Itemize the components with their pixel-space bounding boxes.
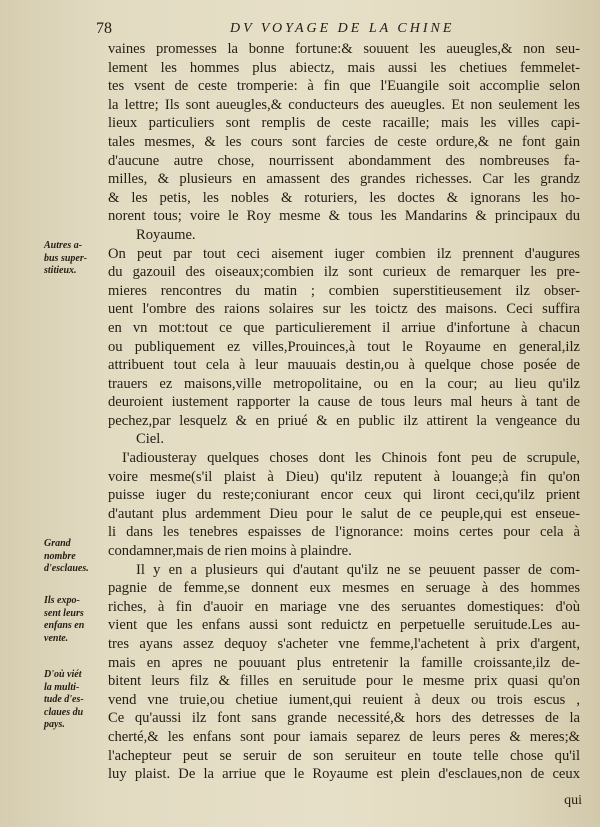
text-line: Ciel. bbox=[136, 431, 164, 448]
text-line: pechez,par lesquelz & en priué & en public ilz attirent la vengeance du bbox=[108, 412, 580, 429]
text-line: & les petis, les nobles & roturiers, les doctes & ignorans les ho- bbox=[108, 189, 580, 206]
text-line: On peut par tout ceci aisement iuger combien ilz prennent d'augures bbox=[108, 245, 580, 262]
text-line: mieres rencontres du matin ; combien superstitieusement ilz obser- bbox=[108, 282, 580, 299]
text-line: norent tous; voire le Roy mesme & tous les Mandarins & principaux du bbox=[108, 208, 580, 225]
text-line: l'achepteur peut se seruir de son seruiteur en toute telle chose qu'il bbox=[108, 747, 580, 764]
margin-note-enfans bbox=[44, 595, 106, 645]
body-text bbox=[108, 40, 580, 784]
text-line: tes vsent de ceste tromperie: à fin que l'Euangile soit accomplie selon bbox=[108, 78, 580, 95]
running-head: DV VOYAGE DE LA CHINE bbox=[230, 21, 455, 36]
margin-note-line: Grand bbox=[44, 538, 71, 549]
text-line: I'adiousteray quelques choses dont les Chinois font peu de scrupule, bbox=[122, 450, 580, 467]
page-header bbox=[96, 20, 576, 42]
margin-note-line: Autres a- bbox=[44, 240, 83, 251]
margin-note-line: Ils expo- bbox=[44, 595, 80, 606]
page-number: 78 bbox=[96, 20, 112, 37]
text-line: du gazouil des oiseaux;combien ilz sont curieux de remarquer les pre- bbox=[108, 264, 580, 281]
margin-note-line: la multi- bbox=[44, 681, 80, 693]
margin-note-line: pays. bbox=[44, 719, 65, 730]
text-line: tres ayans assez dequoy s'acheter vne femme,l'achetent à prix d'argent, bbox=[108, 636, 580, 652]
text-line: cherté,& les enfans sont pour iamais separez de leurs peres & meres;& bbox=[108, 728, 580, 745]
text-line: en vn mot:tout ce que particulierement il arriue d'infortune à chacun bbox=[108, 319, 580, 336]
text-line: lieux particuliers sont remplis de ceste racaille; mais les villes capi- bbox=[108, 115, 580, 132]
margin-note-augures bbox=[44, 240, 106, 278]
text-line: vend vne truie,ou chetiue iument,qui reuient à deux ou trois escus , bbox=[108, 691, 580, 708]
margin-note-line: enfans en bbox=[44, 620, 85, 631]
text-line: voire mesme(s'il plaist à Dieu) qu'ilz reputent à louange;à fin qu'on bbox=[108, 468, 580, 485]
margin-note-line: stitieux. bbox=[44, 265, 77, 276]
text-line: bitent leurs filz & filles en seruitude pour le mesme prix quasi qu'on bbox=[108, 673, 580, 690]
text-line: pagnie de femme,se donnent eux mesmes en seruage à des hommes bbox=[108, 580, 580, 597]
text-line: Royaume. bbox=[136, 226, 196, 243]
text-line: milles, & plusieurs en amassent des grandes richesses. Car les grandz bbox=[108, 171, 580, 188]
text-line: tales mesmes, & les cours sont farcies de ceste ordure,& ne font gain bbox=[108, 133, 580, 150]
text-line: deuroient iustement rapporter la cause de tous leurs mal heurs à tant de bbox=[108, 394, 580, 411]
text-line: vaines promesses la bonne fortune:& souuent les aueugles,& non seu- bbox=[108, 41, 580, 57]
margin-note-line: sent leurs bbox=[44, 607, 84, 619]
text-line: attribuent tout cela à leur mauuais destin,ou à quelque chose posée de bbox=[108, 357, 580, 374]
text-line: Ce qu'aussi ilz font sans grande necessité,& hors des detresses de la bbox=[108, 710, 580, 727]
margin-note-line: claues du bbox=[44, 706, 84, 718]
text-line: luy plaist. De la arriue que le Royaume est plein d'esclaues,non de ceux bbox=[108, 766, 580, 783]
margin-note-line: vente. bbox=[44, 632, 69, 644]
margin-note-origine bbox=[44, 669, 106, 732]
text-line: puisse iuger du reste;coniurant encor ceux qui liront ceci,qu'ilz prient bbox=[108, 487, 580, 504]
margin-note-esclaues bbox=[44, 538, 106, 576]
text-line: mais en apres ne pouuant plus entretenir la famille croissante,ilz de- bbox=[108, 654, 580, 671]
text-line: uent l'ombre des raions solaires sur les toictz des maisons. Ceci suffira bbox=[108, 301, 580, 318]
text-line: d'aucune autre chose, nourrissent abondamment des nombreuses fa- bbox=[108, 152, 580, 169]
catchword: qui bbox=[564, 793, 582, 808]
text-line: ou publiquement ez villes,Prouinces,à tout le Royaume en general,ilz bbox=[108, 338, 580, 355]
text-line: riches, à fin d'auoir en mariage vne des seruantes domestiques: d'où bbox=[108, 598, 580, 615]
text-line: d'autant plus ardemment Dieu pour le salut de ce peuple,qui est enseue- bbox=[108, 505, 580, 522]
text-line: lement les hommes plus abiectz, mais aussi les chetiues femmelet- bbox=[108, 59, 580, 76]
margin-note-line: nombre bbox=[44, 550, 76, 562]
text-line: la lettre; Ils sont aueugles,& conducteurs des aueugles. Et non seulement les bbox=[108, 96, 580, 113]
text-line: condamner,mais de rien moins à plaindre. bbox=[108, 543, 352, 560]
text-line: trauers ez maisons,ville metropolitaine, ou en la cour; au lieu qu'ilz bbox=[108, 375, 580, 392]
text-line: Il y en a plusieurs qui d'autant qu'ilz ne se peuuent passer de com- bbox=[136, 561, 580, 578]
margin-note-line: tude d'es- bbox=[44, 694, 84, 705]
margin-note-line: bus super- bbox=[44, 252, 88, 264]
text-line: vient que les enfans aussi sont reduictz en perpetuelle seruitude.Les au- bbox=[108, 617, 580, 634]
margin-note-line: D'où viét bbox=[44, 669, 82, 680]
margin-note-line: d'esclaues. bbox=[44, 563, 89, 574]
text-line: li dans les tenebres espaisses de l'ignorance: moins certes pour cela à bbox=[108, 524, 580, 541]
